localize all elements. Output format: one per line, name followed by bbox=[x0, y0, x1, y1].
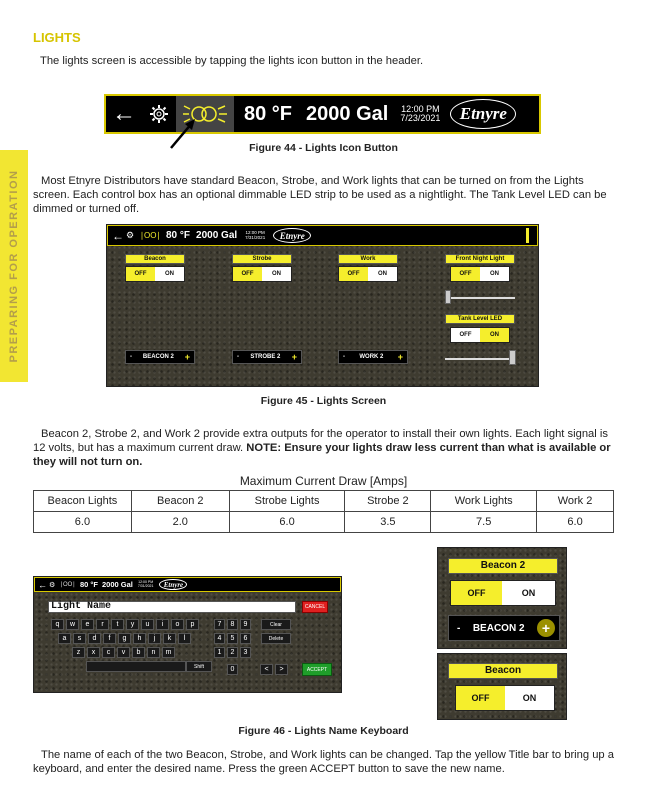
key-e[interactable]: e bbox=[81, 619, 94, 630]
beacon2-stepper[interactable] bbox=[125, 350, 195, 364]
beacon2-on-button[interactable]: ON bbox=[502, 581, 555, 605]
table-header-cell: Beacon 2 bbox=[131, 491, 229, 512]
strobe2-minus-button[interactable]: - bbox=[237, 354, 239, 360]
etnyre-logo: Etnyre bbox=[273, 228, 311, 243]
beacon2-minus-button[interactable]: - bbox=[457, 622, 461, 634]
lights-icon[interactable]: ∣OO∣ bbox=[60, 582, 76, 588]
zoom-beacon-panel bbox=[437, 653, 567, 720]
beacon-on-button[interactable]: ON bbox=[505, 686, 554, 710]
work-toggle[interactable] bbox=[338, 266, 398, 282]
cursor-right-key[interactable]: > bbox=[275, 664, 288, 675]
accept-button[interactable]: ACCEPT bbox=[302, 663, 332, 676]
date-time bbox=[138, 581, 154, 588]
key-s[interactable]: s bbox=[73, 633, 86, 644]
key-k[interactable]: k bbox=[163, 633, 176, 644]
section-title: LIGHTS bbox=[33, 30, 81, 45]
strobe2-stepper[interactable] bbox=[232, 350, 302, 364]
current-draw-table bbox=[33, 490, 614, 533]
strobe2-plus-button[interactable]: + bbox=[291, 352, 297, 362]
date-text: 7/31/2021 bbox=[245, 234, 266, 240]
tank-level-slider-track[interactable] bbox=[445, 358, 515, 360]
table-header-cell: Work Lights bbox=[431, 491, 537, 512]
paragraph-2: Most Etnyre Distributors have standard Beacon, Strobe, and Work lights that can be turned on from the Lights screen. Each control box has an optional dimmable LED strip to be used as a nightlight. The Tank Level LED can be dimmed or turned off. bbox=[33, 175, 607, 215]
side-tab-label: PREPARING FOR OPERATION bbox=[8, 169, 20, 363]
beacon-toggle[interactable] bbox=[125, 266, 185, 282]
cursor-left-key[interactable]: < bbox=[260, 664, 273, 675]
key-z[interactable]: z bbox=[72, 647, 85, 658]
date-time bbox=[245, 231, 265, 240]
date-time bbox=[400, 105, 440, 124]
key-x[interactable]: x bbox=[87, 647, 100, 658]
key-4[interactable]: 4 bbox=[214, 633, 225, 644]
key-o[interactable]: o bbox=[171, 619, 184, 630]
key-a[interactable]: a bbox=[58, 633, 71, 644]
gallons-readout: 2000 Gal bbox=[102, 580, 133, 589]
key-r[interactable]: r bbox=[96, 619, 109, 630]
table-header-row bbox=[34, 491, 614, 512]
date-text: 7/23/2021 bbox=[400, 113, 441, 123]
beacon2-label: BEACON 2 bbox=[142, 354, 174, 360]
keyboard-screen bbox=[33, 576, 342, 693]
key-l[interactable]: l bbox=[178, 633, 191, 644]
paragraph-4: The name of each of the two Beacon, Strobe, and Work lights can be changed. Tap the yellow Title bar to bring up a keyboard, and enter the desired name. Press the green ACCEPT button to save the new name. bbox=[33, 749, 614, 775]
gallons-readout: 2000 Gal bbox=[306, 102, 389, 125]
gallons-readout: 2000 Gal bbox=[196, 230, 238, 241]
back-arrow-icon[interactable]: ← bbox=[38, 579, 47, 590]
zoom-beacon2-panel bbox=[437, 547, 567, 649]
work2-plus-button[interactable]: + bbox=[397, 352, 403, 362]
beacon2-plus-button[interactable]: + bbox=[184, 352, 190, 362]
work-on-button[interactable]: ON bbox=[368, 267, 397, 281]
menu-handle[interactable] bbox=[526, 228, 529, 243]
tank-level-slider-thumb[interactable] bbox=[509, 350, 516, 365]
work2-label: WORK 2 bbox=[359, 354, 384, 360]
work2-minus-button[interactable]: - bbox=[343, 354, 345, 360]
beacon2-minus-button[interactable]: - bbox=[130, 354, 132, 360]
beacon-on-button[interactable]: ON bbox=[155, 267, 184, 281]
etnyre-logo: Etnyre bbox=[159, 579, 187, 590]
key-d[interactable]: d bbox=[88, 633, 101, 644]
figure44-caption: Figure 44 - Lights Icon Button bbox=[249, 142, 398, 154]
figure45-caption: Figure 45 - Lights Screen bbox=[260, 395, 387, 407]
key-u[interactable]: u bbox=[141, 619, 154, 630]
current-table-title: Maximum Current Draw [Amps] bbox=[239, 474, 408, 488]
gear-icon[interactable]: ⚙ bbox=[126, 230, 135, 240]
tank-level-led-on-button[interactable]: ON bbox=[480, 328, 509, 342]
time-text: 12:00 PM bbox=[401, 103, 440, 114]
key-8[interactable]: 8 bbox=[227, 619, 238, 630]
paragraph-3-text: Beacon 2, Strobe 2, and Work 2 provide extra outputs for the operator to install their own lights. Each light signal is 12 volts, but has a maximum current draw. bbox=[33, 428, 608, 454]
side-tab bbox=[0, 150, 28, 382]
key-v[interactable]: v bbox=[117, 647, 130, 658]
time-text: 12:00 PM bbox=[138, 579, 154, 584]
time-text: 12:00 PM bbox=[245, 229, 265, 235]
key-w[interactable]: w bbox=[66, 619, 79, 630]
light-name-input[interactable]: Light Name bbox=[48, 601, 296, 613]
table-cell: 7.5 bbox=[431, 512, 537, 533]
paragraph-3-note: NOTE: Ensure your lights draw less current than what is available or they will not turn on. bbox=[33, 442, 611, 468]
key-t[interactable]: t bbox=[111, 619, 124, 630]
table-header-cell: Strobe 2 bbox=[345, 491, 431, 512]
strobe2-label: STROBE 2 bbox=[250, 354, 281, 360]
tank-level-led-off-button[interactable]: OFF bbox=[451, 328, 480, 342]
table-cell: 2.0 bbox=[131, 512, 229, 533]
key-p[interactable]: p bbox=[186, 619, 199, 630]
work-off-button[interactable]: OFF bbox=[339, 267, 368, 281]
beacon2-stepper-large[interactable] bbox=[448, 615, 560, 641]
key-n[interactable]: n bbox=[147, 647, 160, 658]
beacon2-off-button[interactable]: OFF bbox=[451, 581, 502, 605]
key-0[interactable]: 0 bbox=[227, 664, 238, 675]
key-3[interactable]: 3 bbox=[240, 647, 251, 658]
table-header-cell: Beacon Lights bbox=[34, 491, 132, 512]
back-arrow-icon[interactable]: ← bbox=[112, 228, 124, 243]
delete-key[interactable]: Delete bbox=[261, 633, 291, 644]
beacon2-plus-button[interactable]: + bbox=[537, 619, 555, 637]
date-text: 7/31/2021 bbox=[137, 583, 154, 588]
table-cell: 3.5 bbox=[345, 512, 431, 533]
strobe-title-bar[interactable]: Strobe bbox=[232, 254, 292, 264]
front-night-light-on-button[interactable]: ON bbox=[480, 267, 509, 281]
table-cell: 6.0 bbox=[34, 512, 132, 533]
cancel-button[interactable]: CANCEL bbox=[302, 601, 328, 613]
front-night-light-title-bar[interactable]: Front Night Light bbox=[445, 254, 515, 264]
key-7[interactable]: 7 bbox=[214, 619, 225, 630]
key-6[interactable]: 6 bbox=[240, 633, 251, 644]
work-title-bar[interactable]: Work bbox=[338, 254, 398, 264]
key-h[interactable]: h bbox=[133, 633, 146, 644]
key-i[interactable]: i bbox=[156, 619, 169, 630]
key-g[interactable]: g bbox=[118, 633, 131, 644]
beacon2-toggle[interactable] bbox=[450, 580, 556, 606]
table-row bbox=[34, 512, 614, 533]
key-j[interactable]: j bbox=[148, 633, 161, 644]
strobe-on-button[interactable]: ON bbox=[262, 267, 291, 281]
table-cell: 6.0 bbox=[229, 512, 345, 533]
beacon-off-button[interactable]: OFF bbox=[126, 267, 155, 281]
tank-level-led-toggle[interactable] bbox=[450, 327, 510, 343]
back-arrow-icon[interactable]: ← bbox=[112, 100, 136, 127]
front-night-light-off-button[interactable]: OFF bbox=[451, 267, 480, 281]
temperature-readout: 80 °F bbox=[244, 102, 293, 125]
etnyre-logo: Etnyre bbox=[450, 99, 516, 129]
paragraph-3 bbox=[33, 427, 614, 469]
temperature-readout: 80 °F bbox=[166, 230, 191, 241]
key-b[interactable]: b bbox=[132, 647, 145, 658]
work2-stepper[interactable] bbox=[338, 350, 408, 364]
key-5[interactable]: 5 bbox=[227, 633, 238, 644]
beacon-toggle[interactable] bbox=[455, 685, 555, 711]
front-night-light-slider-track[interactable] bbox=[445, 297, 515, 299]
figure46-caption: Figure 46 - Lights Name Keyboard bbox=[238, 725, 409, 737]
table-header-cell: Work 2 bbox=[537, 491, 614, 512]
gear-icon[interactable]: ⚙ bbox=[49, 581, 56, 589]
table-cell: 6.0 bbox=[537, 512, 614, 533]
key-1[interactable]: 1 bbox=[214, 647, 225, 658]
intro-text: The lights screen is accessible by tapping the lights icon button in the header. bbox=[40, 55, 424, 67]
lights-screen-header bbox=[107, 225, 538, 246]
key-9[interactable]: 9 bbox=[240, 619, 251, 630]
beacon2-title-bar[interactable]: Beacon 2 bbox=[448, 558, 558, 574]
key-q[interactable]: q bbox=[51, 619, 64, 630]
key-2[interactable]: 2 bbox=[227, 647, 238, 658]
keyboard-screen-header bbox=[34, 577, 341, 592]
front-night-light-slider-thumb[interactable] bbox=[445, 290, 451, 304]
key-m[interactable]: m bbox=[162, 647, 175, 658]
lights-icon[interactable]: ∣OO∣ bbox=[140, 231, 161, 240]
tank-level-led-title-bar[interactable]: Tank Level LED bbox=[445, 314, 515, 324]
beacon-title-bar[interactable]: Beacon bbox=[448, 663, 558, 679]
strobe-toggle[interactable] bbox=[232, 266, 292, 282]
beacon2-stepper-label: BEACON 2 bbox=[472, 622, 525, 634]
shift-key[interactable]: Shift bbox=[186, 661, 212, 672]
space-bar[interactable] bbox=[86, 661, 186, 672]
strobe-off-button[interactable]: OFF bbox=[233, 267, 262, 281]
table-header-cell: Strobe Lights bbox=[229, 491, 345, 512]
temperature-readout: 80 °F bbox=[80, 580, 99, 589]
key-c[interactable]: c bbox=[102, 647, 115, 658]
beacon-title-bar[interactable]: Beacon bbox=[125, 254, 185, 264]
clear-key[interactable]: Clear bbox=[261, 619, 291, 630]
front-night-light-toggle[interactable] bbox=[450, 266, 510, 282]
key-f[interactable]: f bbox=[103, 633, 116, 644]
lights-screen bbox=[106, 224, 539, 387]
key-y[interactable]: y bbox=[126, 619, 139, 630]
beacon-off-button[interactable]: OFF bbox=[456, 686, 505, 710]
